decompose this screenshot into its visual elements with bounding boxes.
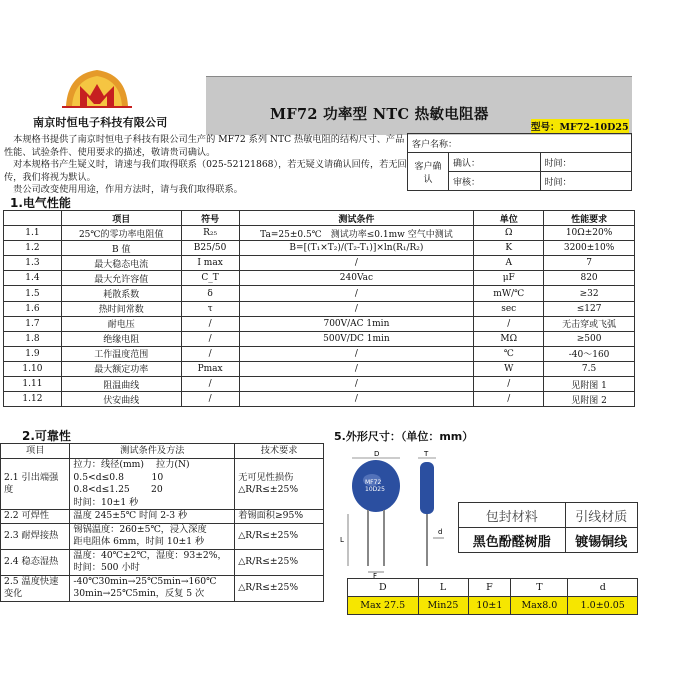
condition-line: 时间：500 小时 bbox=[73, 562, 140, 573]
column-header: 符号 bbox=[181, 211, 239, 226]
table-cell: 1.12 bbox=[4, 392, 62, 407]
review-time-label: 时间： bbox=[540, 172, 632, 191]
materials-header: 引线材质 bbox=[565, 503, 637, 528]
column-header: 单位 bbox=[474, 211, 544, 226]
table-cell: 1.4 bbox=[4, 271, 62, 286]
table-cell: -40～160 bbox=[544, 346, 635, 361]
table-cell: B 值 bbox=[61, 241, 181, 256]
customer-confirm-table bbox=[407, 133, 632, 191]
confirm-time-label: 时间： bbox=[540, 153, 632, 172]
table-cell: / bbox=[239, 361, 474, 376]
condition-line: 温度：40℃±2℃，湿度：93±2%， bbox=[73, 549, 227, 561]
condition-line: 时间：10±1 秒 bbox=[73, 496, 139, 508]
table-cell: 热时间常数 bbox=[61, 301, 181, 316]
reliability-item: 2.3 耐焊接热 bbox=[1, 523, 70, 549]
reliability-condition bbox=[70, 549, 235, 575]
company-name: 南京时恒电子科技有限公司 bbox=[33, 116, 168, 129]
reliability-requirement: △R/R≤±25% bbox=[235, 523, 324, 549]
table-cell: 10±1 bbox=[468, 597, 511, 615]
table-cell: 见附图 1 bbox=[544, 377, 635, 392]
table-row bbox=[4, 226, 635, 241]
table-cell: 1.10 bbox=[4, 361, 62, 376]
table-row bbox=[1, 575, 324, 601]
reliability-item: 2.5 温度快速变化 bbox=[1, 575, 70, 601]
table-cell: B25/50 bbox=[181, 241, 239, 256]
table-cell: / bbox=[181, 346, 239, 361]
table-row bbox=[4, 346, 635, 361]
table-cell: Min25 bbox=[418, 597, 468, 615]
table-cell: Max 27.5 bbox=[348, 597, 419, 615]
table-cell: 最大允许容值 bbox=[61, 271, 181, 286]
table-cell: ℃ bbox=[474, 346, 544, 361]
table-cell: μF bbox=[474, 271, 544, 286]
condition-line: 锡锅温度：260±5℃，浸入深度 bbox=[73, 523, 207, 535]
reliability-condition bbox=[70, 575, 235, 601]
column-header: 项目 bbox=[61, 211, 181, 226]
table-cell: 25℃的零功率电阻值 bbox=[61, 226, 181, 241]
table-cell: δ bbox=[181, 286, 239, 301]
table-cell: R₂₅ bbox=[181, 226, 239, 241]
column-header: T bbox=[511, 579, 568, 597]
column-header: d bbox=[568, 579, 638, 597]
materials-header: 包封材料 bbox=[459, 503, 566, 528]
materials-value: 镀锡铜线 bbox=[565, 528, 637, 553]
table-cell: / bbox=[239, 256, 474, 271]
dim-label-d: D bbox=[374, 450, 380, 458]
column-header: L bbox=[418, 579, 468, 597]
table-cell: Ta=25±0.5℃ 测试功率≤0.1mw 空气中测试 bbox=[239, 226, 474, 241]
table-row bbox=[4, 256, 635, 271]
table-cell: 绝缘电阻 bbox=[61, 331, 181, 346]
reliability-condition bbox=[70, 510, 235, 524]
table-cell: C_T bbox=[181, 271, 239, 286]
table-row bbox=[1, 459, 324, 510]
table-cell: 1.6 bbox=[4, 301, 62, 316]
table-cell: 820 bbox=[544, 271, 635, 286]
table-cell: / bbox=[239, 377, 474, 392]
table-cell: / bbox=[181, 377, 239, 392]
table-cell: 耗散系数 bbox=[61, 286, 181, 301]
section-reliability-title: 2.可靠性 bbox=[22, 429, 71, 443]
reliability-item: 2.4 稳态湿热 bbox=[1, 549, 70, 575]
table-cell: 7 bbox=[544, 256, 635, 271]
column-header: 性能要求 bbox=[544, 211, 635, 226]
table-header-row bbox=[4, 211, 635, 226]
table-cell: MΩ bbox=[474, 331, 544, 346]
table-cell: 10Ω±20% bbox=[544, 226, 635, 241]
materials-value: 黑色酚醛树脂 bbox=[459, 528, 566, 553]
table-row bbox=[4, 286, 635, 301]
condition-line: -40℃30min→25℃5min→160℃ bbox=[73, 575, 217, 587]
drawing-mark-1: MF72 bbox=[365, 479, 382, 486]
condition-line: 0.5<d≤0.8 10 bbox=[73, 471, 164, 483]
table-cell: ≥32 bbox=[544, 286, 635, 301]
condition-line: 温度 245±5℃ 时间 2-3 秒 bbox=[73, 510, 188, 521]
table-row bbox=[4, 377, 635, 392]
table-cell: / bbox=[239, 346, 474, 361]
condition-line: 距电阻体 6mm，时间 10±1 秒 bbox=[73, 536, 205, 547]
table-row bbox=[348, 597, 638, 615]
reliability-requirement: 无可见性损伤 △R/R≤±25% bbox=[235, 459, 324, 510]
table-header-row bbox=[348, 579, 638, 597]
column-header: 测试条件及方法 bbox=[70, 444, 235, 459]
column-header: D bbox=[348, 579, 419, 597]
table-cell: τ bbox=[181, 301, 239, 316]
table-cell: 1.11 bbox=[4, 377, 62, 392]
intro-paragraph: 本规格书提供了南京时恒电子科技有限公司生产的 MF72 系列 NTC 热敏电阻的结构尺寸、产品性能、试验条件、使用要求的描述，敬请贵司确认。 bbox=[4, 134, 405, 158]
materials-table bbox=[458, 502, 638, 553]
table-cell: B=[(T₁×T₂)/(T₂-T₁)]×ln(R₁/R₂) bbox=[239, 241, 474, 256]
table-cell: 无击穿或飞弧 bbox=[544, 316, 635, 331]
column-header bbox=[4, 211, 62, 226]
dim-label-l: L bbox=[340, 536, 344, 544]
table-cell: 1.1 bbox=[4, 226, 62, 241]
condition-line: 0.8<d≤1.25 20 bbox=[73, 484, 163, 495]
section-dimensions-title: 5.外形尺寸：（单位：mm） bbox=[334, 430, 474, 443]
reliability-requirement: △R/R≤±25% bbox=[235, 549, 324, 575]
dim-label-f: F bbox=[373, 572, 378, 578]
company-logo bbox=[60, 66, 134, 110]
review-label: 审核： bbox=[449, 172, 541, 191]
dim-label-lead-d: d bbox=[438, 528, 443, 536]
table-row bbox=[1, 510, 324, 524]
table-row bbox=[4, 331, 635, 346]
confirm-label: 确认： bbox=[449, 153, 541, 172]
table-cell: / bbox=[239, 392, 474, 407]
section-electrical-title: 1.电气性能 bbox=[10, 196, 71, 210]
table-cell: Pmax bbox=[181, 361, 239, 376]
reliability-item: 2.1 引出端强度 bbox=[1, 459, 70, 510]
table-cell: 1.5 bbox=[4, 286, 62, 301]
table-cell: 见附图 2 bbox=[544, 392, 635, 407]
table-row bbox=[4, 361, 635, 376]
table-cell: 工作温度范围 bbox=[61, 346, 181, 361]
table-cell: K bbox=[474, 241, 544, 256]
table-row bbox=[1, 523, 324, 549]
table-cell: I max bbox=[181, 256, 239, 271]
table-cell: 1.0±0.05 bbox=[568, 597, 638, 615]
table-cell: 伏安曲线 bbox=[61, 392, 181, 407]
intro-paragraph: 对本规格书产生疑义时，请速与我们取得联系（025-52121868），若无疑义请确认回传，若无回传，我们将视为默认。 bbox=[4, 159, 407, 183]
column-header: 技术要求 bbox=[235, 444, 324, 459]
table-cell: 1.3 bbox=[4, 256, 62, 271]
table-row bbox=[4, 241, 635, 256]
table-cell: sec bbox=[474, 301, 544, 316]
reliability-item: 2.2 可焊性 bbox=[1, 510, 70, 524]
table-cell: 1.8 bbox=[4, 331, 62, 346]
table-header-row bbox=[1, 444, 324, 459]
table-cell: W bbox=[474, 361, 544, 376]
reliability-requirement: △R/R≤±25% bbox=[235, 575, 324, 601]
table-cell: 700V/AC 1min bbox=[239, 316, 474, 331]
table-cell: A bbox=[474, 256, 544, 271]
table-cell: 1.2 bbox=[4, 241, 62, 256]
table-row bbox=[4, 271, 635, 286]
table-cell: Ω bbox=[474, 226, 544, 241]
table-cell: 最大额定功率 bbox=[61, 361, 181, 376]
component-outline-drawing bbox=[338, 448, 450, 578]
reliability-condition bbox=[70, 523, 235, 549]
table-cell: 阻温曲线 bbox=[61, 377, 181, 392]
customer-name-label: 客户名称： bbox=[408, 134, 632, 153]
table-cell: 1.7 bbox=[4, 316, 62, 331]
table-cell: / bbox=[181, 331, 239, 346]
column-header: 项目 bbox=[1, 444, 70, 459]
table-row bbox=[4, 392, 635, 407]
intro-text bbox=[4, 134, 409, 197]
condition-line: 拉力：线径(mm) 拉力(N) bbox=[73, 459, 190, 470]
table-cell: 最大稳态电流 bbox=[61, 256, 181, 271]
customer-confirm-label: 客户确认 bbox=[408, 153, 449, 191]
table-cell: / bbox=[181, 316, 239, 331]
reliability-table bbox=[0, 443, 324, 602]
column-header: F bbox=[468, 579, 511, 597]
table-cell: / bbox=[474, 316, 544, 331]
condition-line: 30min→25℃5min，反复 5 次 bbox=[73, 588, 205, 599]
table-cell: mW/℃ bbox=[474, 286, 544, 301]
document-title: MF72 功率型 NTC 热敏电阻器 bbox=[270, 106, 489, 123]
table-cell: / bbox=[181, 392, 239, 407]
table-cell: Max8.0 bbox=[511, 597, 568, 615]
table-cell: 3200±10% bbox=[544, 241, 635, 256]
table-row bbox=[4, 301, 635, 316]
table-cell: / bbox=[239, 301, 474, 316]
drawing-mark-2: 10D25 bbox=[365, 486, 385, 493]
table-row bbox=[4, 316, 635, 331]
reliability-condition bbox=[70, 459, 235, 510]
table-row bbox=[1, 549, 324, 575]
column-header: 测试条件 bbox=[239, 211, 474, 226]
table-cell: 耐电压 bbox=[61, 316, 181, 331]
table-cell: / bbox=[239, 286, 474, 301]
table-cell: 500V/DC 1min bbox=[239, 331, 474, 346]
table-cell: 240Vac bbox=[239, 271, 474, 286]
table-cell: 1.9 bbox=[4, 346, 62, 361]
table-cell: / bbox=[474, 392, 544, 407]
reliability-requirement: 着锡面积≥95% bbox=[235, 510, 324, 524]
electrical-table bbox=[3, 210, 635, 407]
dim-label-t: T bbox=[424, 450, 429, 458]
table-cell: / bbox=[474, 377, 544, 392]
dimensions-table bbox=[347, 578, 638, 615]
table-cell: ≥500 bbox=[544, 331, 635, 346]
table-cell: 7.5 bbox=[544, 361, 635, 376]
intro-paragraph: 贵公司改变使用用途，作用方法时，请与我们取得联系。 bbox=[4, 184, 243, 195]
model-number: 型号：MF72-10D25 bbox=[531, 119, 629, 133]
table-cell: ≤127 bbox=[544, 301, 635, 316]
